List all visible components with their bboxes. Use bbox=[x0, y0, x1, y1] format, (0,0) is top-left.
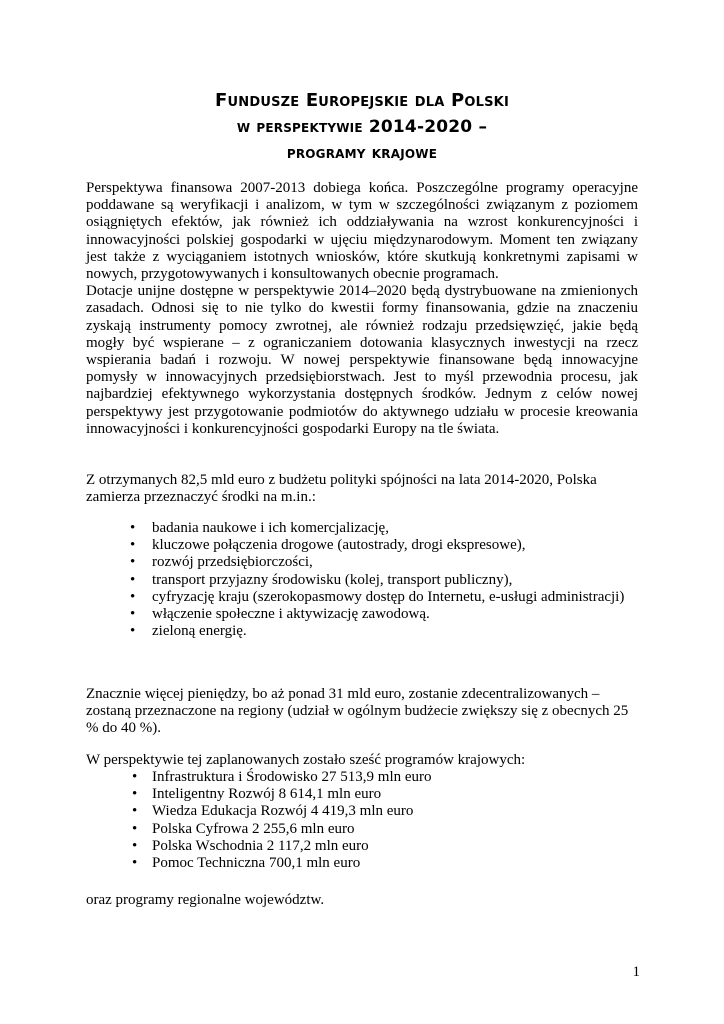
bullet-icon: • bbox=[130, 588, 136, 605]
closing-line: oraz programy regionalne województw. bbox=[86, 892, 325, 908]
priorities-list bbox=[86, 520, 638, 640]
bullet-icon: • bbox=[130, 571, 136, 588]
bullet-icon: • bbox=[132, 820, 138, 837]
page-number: 1 bbox=[632, 964, 640, 980]
list-item: • zieloną energię. bbox=[130, 623, 247, 640]
list-item: • transport przyjazny środowisku (kolej, transport publiczny), bbox=[130, 571, 513, 588]
title-line-2: w perspektywie 2014-2020 – bbox=[236, 117, 488, 137]
bullet-icon: • bbox=[132, 855, 138, 872]
intro-section bbox=[86, 180, 638, 438]
list-item: • cyfryzację kraju (szerokopasmowy dostęp do Internetu, e-usługi administracji) bbox=[130, 588, 625, 605]
title-line-1: Fundusze Europejskie dla Polski bbox=[215, 90, 509, 111]
list-item: • kluczowe połączenia drogowe (autostrady, drogi ekspresowe), bbox=[130, 537, 526, 554]
intro-paragraph-2: Dotacje unijne dostępne w perspektywie 2014–2020 będą dystrybuowane na zmienionych zasadach. Odnosi się to nie tylko do kwestii formy finansowania, gdzie na znaczeniu zyskają instrumenty pomocy zwrotnej, ale również rodzaju przedsięwzięć, jakie będą mogły być wspierane – z ograniczaniem dotowania klasycznych inwestycji na rzecz wspierania badań i rozwoju. W nowej perspektywie finansowane będą innowacyjne pomysły w innowacyjnych przedsiębiorstwach. Jest to myśl przewodnia procesu, jak najbardziej efektywnego wykorzystania dostępnych środków. Jednym z celów nowej perspektywy jest przygotowanie podmiotów do aktywnego udziału w procesie kreowania innowacyjności i konkurencyjności gospodarki Europy na tle świata. bbox=[86, 283, 638, 437]
bullet-icon: • bbox=[132, 803, 138, 820]
bullet-icon: • bbox=[130, 520, 136, 536]
intro-paragraph-1: Perspektywa finansowa 2007-2013 dobiega końca. Poszczególne programy operacyjne poddawane są weryfikacji i analizom, w tym w szczególności związanym z poziomem osiągniętych efektów, jak również ich oddziaływania na wzrost konkurencyjności i innowacyjności polskiej gospodarki w ujęciu międzynarodowym. Moment ten związany jest także z wyciąganiem istotnych wniosków, które skutkują konkretnymi zapisami w nowych, przygotowywanych i konsultowanych obecnie programach. bbox=[86, 180, 638, 283]
list-item: • Polska Cyfrowa 2 255,6 mln euro bbox=[132, 820, 355, 837]
list-item: • Inteligentny Rozwój 8 614,1 mln euro bbox=[132, 786, 382, 803]
programs-section bbox=[86, 752, 638, 769]
regions-section bbox=[86, 686, 638, 738]
list-item: • Wiedza Edukacja Rozwój 4 419,3 mln euro bbox=[132, 803, 414, 820]
list-item: • rozwój przedsiębiorczości, bbox=[130, 554, 313, 571]
closing-section bbox=[86, 892, 638, 909]
list-item: • Polska Wschodnia 2 117,2 mln euro bbox=[132, 837, 369, 854]
document-title bbox=[0, 88, 724, 166]
budget-section bbox=[86, 472, 638, 506]
bullet-icon: • bbox=[132, 837, 138, 854]
title-line-3: programy krajowe bbox=[286, 143, 438, 163]
list-item: • badania naukowe i ich komercjalizację, bbox=[130, 520, 389, 536]
bullet-icon: • bbox=[130, 554, 136, 571]
regions-paragraph: Znacznie więcej pieniędzy, bo aż ponad 31 mld euro, zostanie zdecentralizowanych – zostaną przeznaczone na regiony (udział w ogólnym budżecie zwiększy się z obecnych 25 % do 40 %). bbox=[86, 686, 629, 737]
bullet-icon: • bbox=[132, 769, 138, 785]
programs-intro: W perspektywie tej zaplanowanych zostało sześć programów krajowych: bbox=[86, 752, 526, 768]
budget-paragraph: Z otrzymanych 82,5 mld euro z budżetu polityki spójności na lata 2014-2020, Polska zamierza przeznaczyć środki na m.in.: bbox=[86, 472, 597, 506]
bullet-icon: • bbox=[132, 786, 138, 803]
bullet-icon: • bbox=[130, 606, 136, 623]
list-item: • Pomoc Techniczna 700,1 mln euro bbox=[132, 855, 361, 872]
programs-list bbox=[86, 769, 638, 872]
bullet-icon: • bbox=[130, 623, 136, 640]
list-item: • Infrastruktura i Środowisko 27 513,9 mln euro bbox=[132, 769, 432, 785]
list-item: • włączenie społeczne i aktywizację zawodową. bbox=[130, 606, 430, 623]
bullet-icon: • bbox=[130, 537, 136, 554]
